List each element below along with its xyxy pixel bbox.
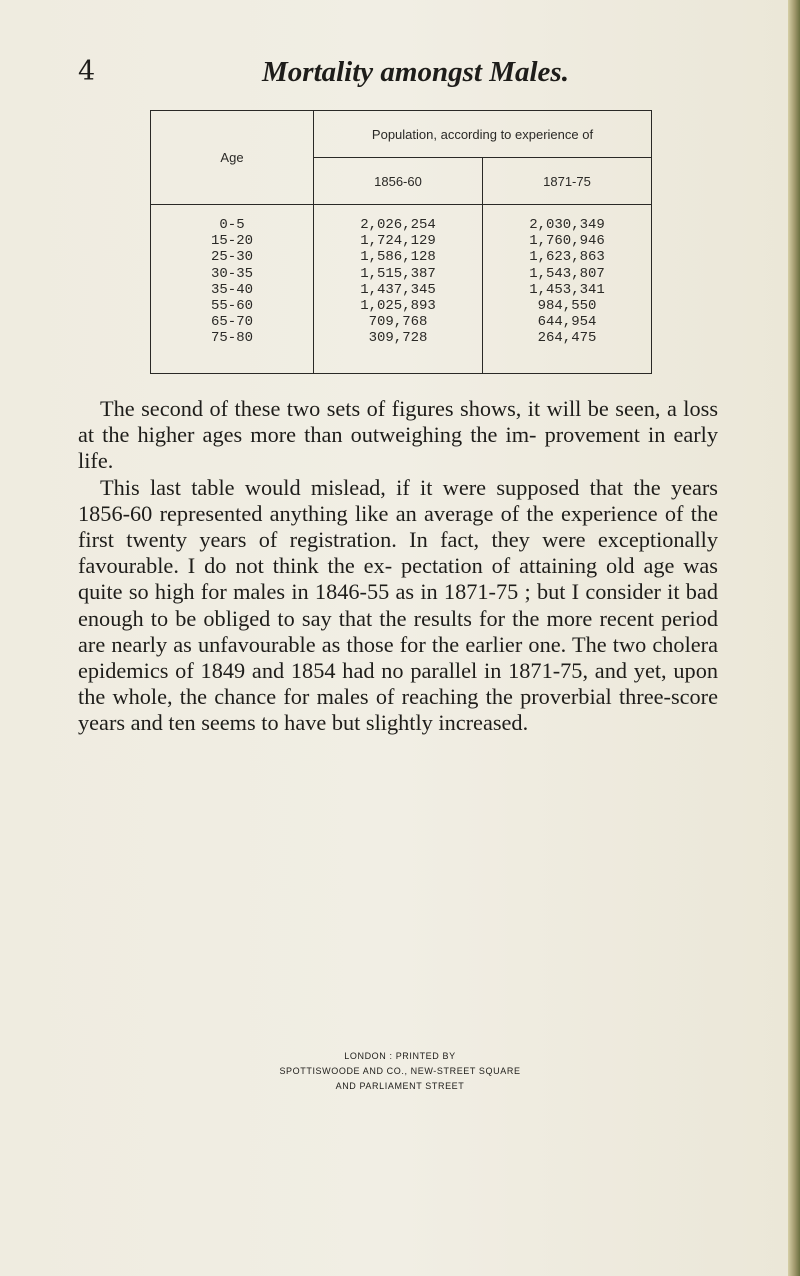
- value-cell: 1,515,387: [360, 265, 436, 282]
- population-table: [150, 110, 652, 374]
- imprint-line: SPOTTISWOODE AND CO., NEW-STREET SQUARE: [279, 1066, 521, 1076]
- value-cell: 1,453,341: [529, 281, 605, 298]
- value-cell: 709,768: [368, 314, 428, 331]
- value-cell: 1,724,129: [360, 233, 436, 250]
- imprint-line: LONDON : PRINTED BY: [344, 1051, 456, 1061]
- age-column: [151, 205, 314, 374]
- age-cell: 15-20: [210, 233, 253, 250]
- value-cell: 1,623,863: [529, 249, 605, 266]
- imprint-line: AND PARLIAMENT STREET: [335, 1081, 465, 1091]
- value-cell: 2,030,349: [529, 217, 605, 233]
- period-header-1871-75: 1871-75: [483, 158, 652, 205]
- value-cell: 1,760,946: [529, 233, 605, 250]
- body-text: [78, 396, 718, 737]
- age-cell: 65-70: [210, 314, 253, 331]
- value-cell: 264,475: [537, 330, 597, 347]
- running-title: Mortality amongst Males.: [262, 56, 569, 88]
- value-cell: 309,728: [368, 330, 428, 347]
- age-column-header: Age: [151, 111, 314, 205]
- value-cell: 1,437,345: [360, 281, 436, 298]
- value-cell: 644,954: [537, 314, 597, 331]
- paragraph: The second of these two sets of figures shows, it will be seen, a loss at the higher ages more than outweighing the im- provement in early life.: [78, 396, 718, 474]
- value-cell: 1,586,128: [360, 249, 436, 266]
- value-cell: 1,543,807: [529, 265, 605, 282]
- age-cell: 35-40: [210, 281, 253, 298]
- age-cell: 0-5: [219, 217, 245, 233]
- page-edge: [788, 0, 800, 1276]
- age-cell: 25-30: [210, 249, 253, 266]
- printer-imprint: [250, 1049, 550, 1094]
- age-cell: 75-80: [210, 330, 253, 347]
- paragraph: This last table would mislead, if it were supposed that the years 1856-60 represented anything like an average of the experience of the first twenty years of registration. In fact, they were exceptionally favourable. I do not think the ex- pectation of attaining old age was quite so high for males in 1846-55 as in 1871-75 ; but I consider it bad enough to be obliged to say that the results for the more recent period are nearly as unfavourable as those for the earlier one. The two cholera epidemics of 1849 and 1854 had no parallel in 1871-75, and yet, upon the whole, the chance for males of reaching the proverbial three-score years and ten seems to have but slightly increased.: [78, 474, 718, 736]
- page-number: 4: [78, 56, 96, 87]
- population-group-header: Population, according to experience of: [314, 111, 652, 158]
- value-cell: 984,550: [537, 298, 597, 315]
- value-cell: 2,026,254: [360, 217, 436, 233]
- value-cell: 1,025,893: [360, 298, 436, 315]
- values-1871-75-column: [483, 205, 652, 374]
- period-header-1856-60: 1856-60: [314, 158, 483, 205]
- age-cell: 55-60: [210, 298, 253, 315]
- age-cell: 30-35: [210, 265, 253, 282]
- values-1856-60-column: [314, 205, 483, 374]
